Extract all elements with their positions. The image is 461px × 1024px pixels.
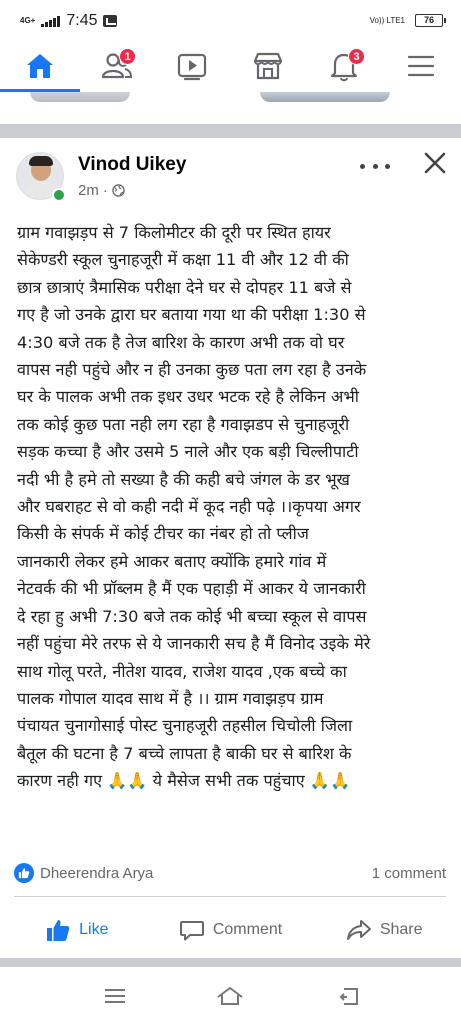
avatar-hair	[29, 156, 53, 166]
reactions-divider	[14, 896, 446, 897]
back-icon[interactable]	[335, 983, 365, 1009]
shop-icon	[251, 49, 285, 83]
comment-count[interactable]: 1 comment	[371, 864, 446, 882]
reactions-summary[interactable]	[14, 860, 446, 886]
post-text-line: नेटवर्क की भी प्रॉब्लम है मैं एक पहाड़ी में आकर ये जानकारी	[17, 579, 366, 599]
more-options-icon[interactable]	[360, 154, 390, 178]
post-text-line: नदी भी है हमे तो सख्या है की कही बचे जंगल के डर भूख	[17, 469, 350, 489]
share-label: Share	[379, 921, 423, 938]
thumbs-up-icon	[45, 917, 71, 943]
post-text-line: सड़क कच्चा है और उसमे 5 नाले और एक बड़ी चिल्लीपाटी	[17, 442, 359, 462]
notifications-badge: 3	[348, 48, 365, 65]
video-icon	[175, 49, 209, 83]
post-header	[0, 146, 461, 206]
post-text-line: किसी के संपर्क में कोई टीचर का नंबर हो तो प्लीज	[17, 524, 309, 544]
battery-icon	[415, 14, 443, 27]
tab-friends[interactable]	[78, 40, 154, 92]
previous-image-part	[30, 92, 130, 102]
share-button[interactable]	[307, 908, 461, 952]
post-actions	[0, 908, 461, 952]
top-navigation	[0, 40, 461, 92]
tab-watch[interactable]	[154, 40, 230, 92]
post-text-line: कारण नही गए 🙏🙏 ये मैसेज सभी तक पहुंचाए 🙏🙏	[17, 771, 351, 791]
status-left	[20, 12, 117, 30]
recent-apps-icon[interactable]	[100, 983, 130, 1009]
post-meta	[78, 182, 125, 199]
post-text-line: पालक गोपाल यादव साथ में है ।। ग्राम गवाझड़प ग्राम	[17, 688, 324, 708]
post-text-line: पंचायत चुनागोसाई पोस्ट चुनाहजूरी तहसील चिचोली जिला	[17, 716, 353, 736]
previous-post-image	[0, 92, 461, 108]
post-author[interactable]: Vinod Uikey	[78, 154, 187, 175]
battery-level: 76	[423, 15, 434, 25]
post-text-line: घर के पालक अभी तक इधर उधर भटक रहे है लेकिन अभी	[17, 387, 359, 407]
post-text-line: बैतूल की घटना है 7 बच्चे लापता है बाकी घर से बारिश के	[17, 743, 352, 763]
comment-label: Comment	[212, 921, 283, 938]
menu-icon	[404, 49, 438, 83]
like-label: Like	[79, 921, 109, 938]
close-icon[interactable]	[422, 150, 448, 176]
post-text-line: वापस नही पहुंचे और न ही उनका कुछ पता लग रहा है उनके	[17, 360, 367, 380]
post-text	[17, 219, 447, 795]
like-reaction-icon	[14, 863, 34, 883]
friends-badge: 1	[119, 48, 136, 65]
home-button-icon[interactable]	[215, 983, 245, 1009]
online-status-indicator	[52, 188, 66, 202]
network-type: 4G+	[20, 16, 36, 25]
reactor-name[interactable]: Dheerendra Arya	[40, 864, 154, 882]
comment-button[interactable]	[154, 908, 308, 952]
post-text-line: तक कोई कुछ पता नही लग रहा है गवाझडप से चुनाहजूरी	[17, 414, 350, 434]
post-text-line: ग्राम गवाझड़प से 7 किलोमीटर की दूरी पर स्थित हायर	[17, 223, 331, 242]
clock: 7:45	[66, 12, 98, 29]
tab-marketplace[interactable]	[230, 40, 306, 92]
previous-image-part	[260, 92, 390, 102]
tab-notifications[interactable]	[306, 40, 382, 92]
system-navigation-bar	[0, 967, 461, 1024]
volte-indicator: Vo)) LTE1	[369, 15, 405, 25]
feed-separator	[0, 124, 461, 138]
globe-icon	[112, 184, 125, 197]
feed-separator-bottom	[0, 958, 461, 967]
message-notification-icon	[103, 15, 117, 27]
post-text-line: जानकारी लेकर हमे आकर बताए क्योंकि हमारे गांव में	[17, 551, 327, 571]
post-text-line: साथ गोलू परते, नीतेश यादव, राजेश यादव ,एक बच्चे का	[17, 661, 347, 681]
post-text-line: गए है जो उनके द्वारा घर बताया गया था की परीक्षा 1:30 से	[17, 305, 366, 325]
status-right	[370, 14, 443, 27]
post-text-line: सेकेण्डरी स्कूल चुनाहजूरी में कक्षा 11 वी और 12 वी की	[17, 250, 349, 270]
post-time[interactable]: 2m	[78, 182, 99, 199]
post-text-line: दे रहा हु अभी 7:30 बजे तक कोई भी बच्चा स्कूल से वापस	[17, 606, 367, 626]
status-bar	[0, 0, 461, 40]
reactions-left	[14, 863, 153, 883]
like-button[interactable]	[0, 908, 154, 952]
post-text-line: 4:30 बजे तक है तेज बारिश के कारण अभी तक वो घर	[17, 332, 345, 352]
post-text-line: और घबराहट से वो कही नदी में कूद नही पढ़े ।।कृपया अगर	[17, 497, 361, 517]
post-text-line: छात्र छात्राएं त्रैमासिक परीक्षा देने घर से दोपहर 11 बजे से	[17, 277, 352, 297]
signal-icon	[41, 16, 60, 27]
meta-dot: ·	[102, 182, 108, 199]
home-icon	[23, 49, 57, 83]
post-text-line: नहीं पहुंचा मेरे तरफ से ये जानकारी सच है मैं विनोद उइके मेरे	[17, 634, 371, 654]
comment-icon	[179, 917, 205, 943]
tab-home[interactable]	[2, 40, 78, 92]
tab-menu[interactable]	[383, 40, 459, 92]
share-icon	[346, 917, 372, 943]
